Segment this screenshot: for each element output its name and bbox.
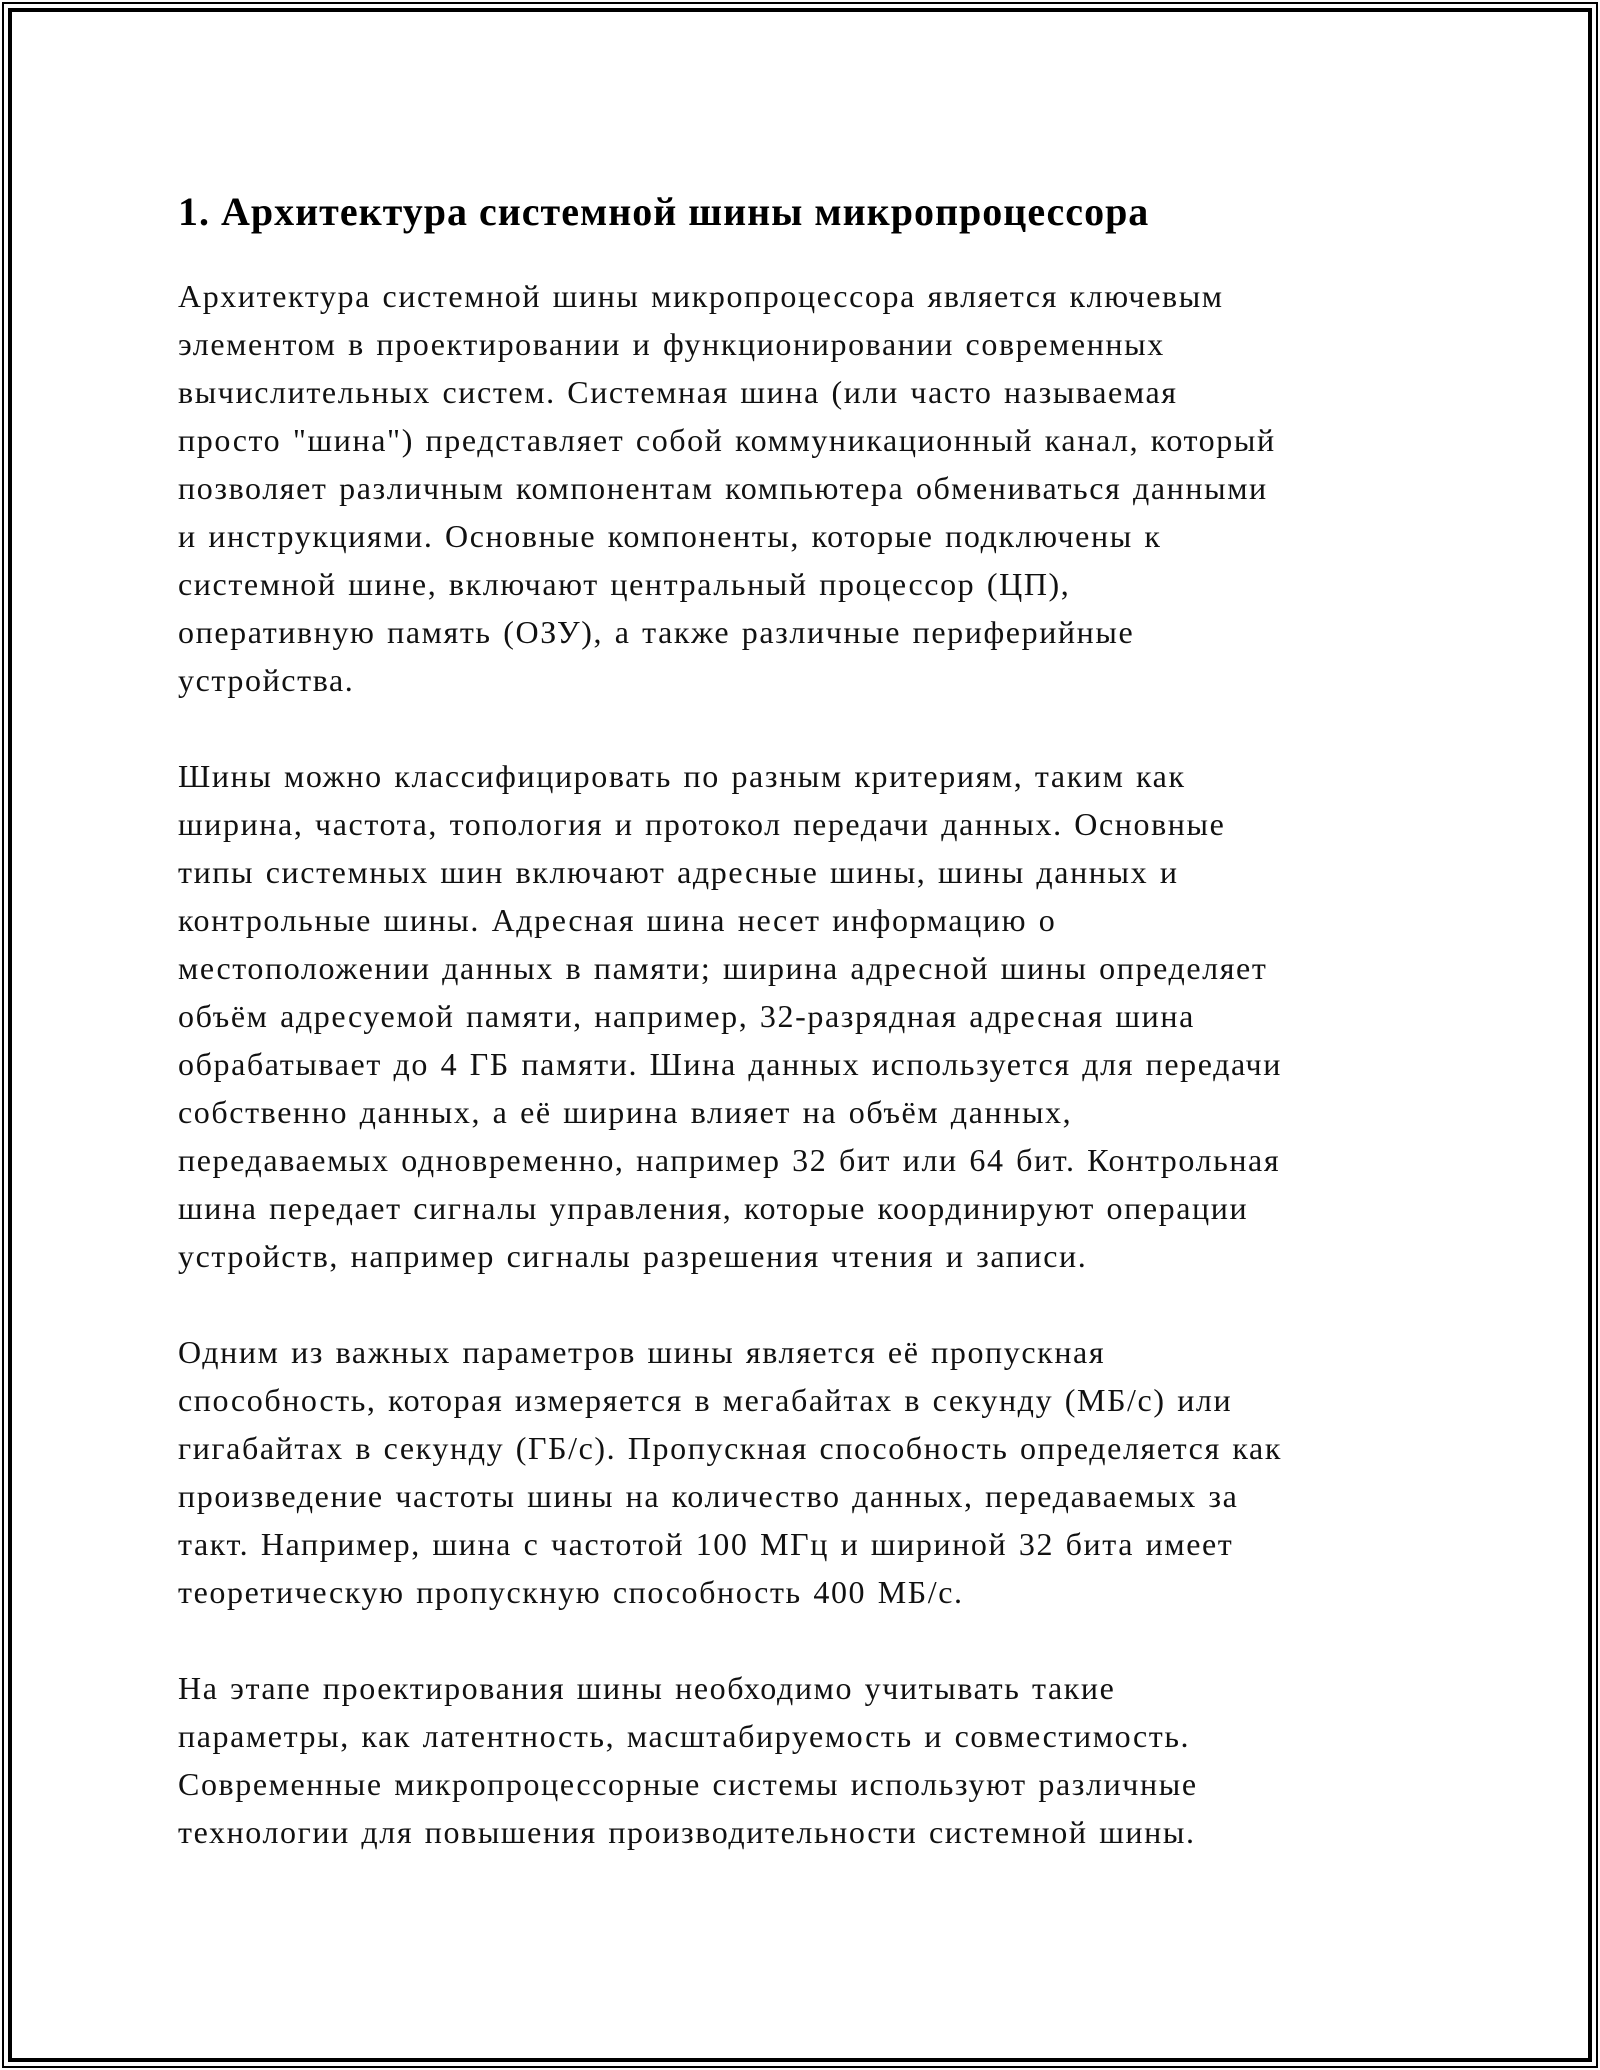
paragraph bbox=[178, 272, 1378, 704]
text-line: и инструкциями. Основные компоненты, которые подключены к bbox=[178, 518, 1162, 554]
text-line: передаваемых одновременно, например 32 бит или 64 бит. Контрольная bbox=[178, 1142, 1281, 1178]
text-line: ширина, частота, топология и протокол передачи данных. Основные bbox=[178, 806, 1226, 842]
text-line: Архитектура системной шины микропроцессора является ключевым bbox=[178, 278, 1224, 314]
text-line: устройства. bbox=[178, 662, 355, 698]
text-line: технологии для повышения производительности системной шины. bbox=[178, 1814, 1196, 1850]
text-line: позволяет различным компонентам компьютера обмениваться данными bbox=[178, 470, 1268, 506]
text-line: На этапе проектирования шины необходимо учитывать такие bbox=[178, 1670, 1116, 1706]
text-line: Одним из важных параметров шины является её пропускная bbox=[178, 1334, 1106, 1370]
text-line: теоретическую пропускную способность 400 МБ/с. bbox=[178, 1574, 964, 1610]
text-line: элементом в проектировании и функционировании современных bbox=[178, 326, 1165, 362]
text-line: Современные микропроцессорные системы используют различные bbox=[178, 1766, 1198, 1802]
text-line: параметры, как латентность, масштабируемость и совместимость. bbox=[178, 1718, 1191, 1754]
paragraph bbox=[178, 1664, 1378, 1856]
text-line: объём адресуемой памяти, например, 32-разрядная адресная шина bbox=[178, 998, 1195, 1034]
section-heading: 1. Архитектура системной шины микропроцессора bbox=[178, 189, 1150, 234]
text-line: шина передает сигналы управления, которые координируют операции bbox=[178, 1190, 1249, 1226]
text-line: Шины можно классифицировать по разным критериям, таким как bbox=[178, 758, 1186, 794]
text-line: оперативную память (ОЗУ), а также различные периферийные bbox=[178, 614, 1135, 650]
text-line: такт. Например, шина с частотой 100 МГц и шириной 32 бита имеет bbox=[178, 1526, 1234, 1562]
paragraph bbox=[178, 1328, 1378, 1616]
text-line: способность, которая измеряется в мегабайтах в секунду (МБ/с) или bbox=[178, 1382, 1233, 1418]
text-line: контрольные шины. Адресная шина несет информацию о bbox=[178, 902, 1057, 938]
text-line: системной шине, включают центральный процессор (ЦП), bbox=[178, 566, 1071, 602]
text-line: произведение частоты шины на количество данных, передаваемых за bbox=[178, 1478, 1239, 1514]
text-line: типы системных шин включают адресные шины, шины данных и bbox=[178, 854, 1179, 890]
text-line: собственно данных, а её ширина влияет на объём данных, bbox=[178, 1094, 1073, 1130]
document-content bbox=[178, 188, 1378, 1904]
text-line: устройств, например сигналы разрешения чтения и записи. bbox=[178, 1238, 1088, 1274]
text-line: вычислительных систем. Системная шина (или часто называемая bbox=[178, 374, 1178, 410]
document-body bbox=[178, 272, 1378, 1856]
paragraph bbox=[178, 752, 1378, 1280]
text-line: просто "шина") представляет собой коммуникационный канал, который bbox=[178, 422, 1276, 458]
text-line: обрабатывает до 4 ГБ памяти. Шина данных используется для передачи bbox=[178, 1046, 1282, 1082]
text-line: гигабайтах в секунду (ГБ/с). Пропускная способность определяется как bbox=[178, 1430, 1282, 1466]
text-line: местоположении данных в памяти; ширина адресной шины определяет bbox=[178, 950, 1268, 986]
